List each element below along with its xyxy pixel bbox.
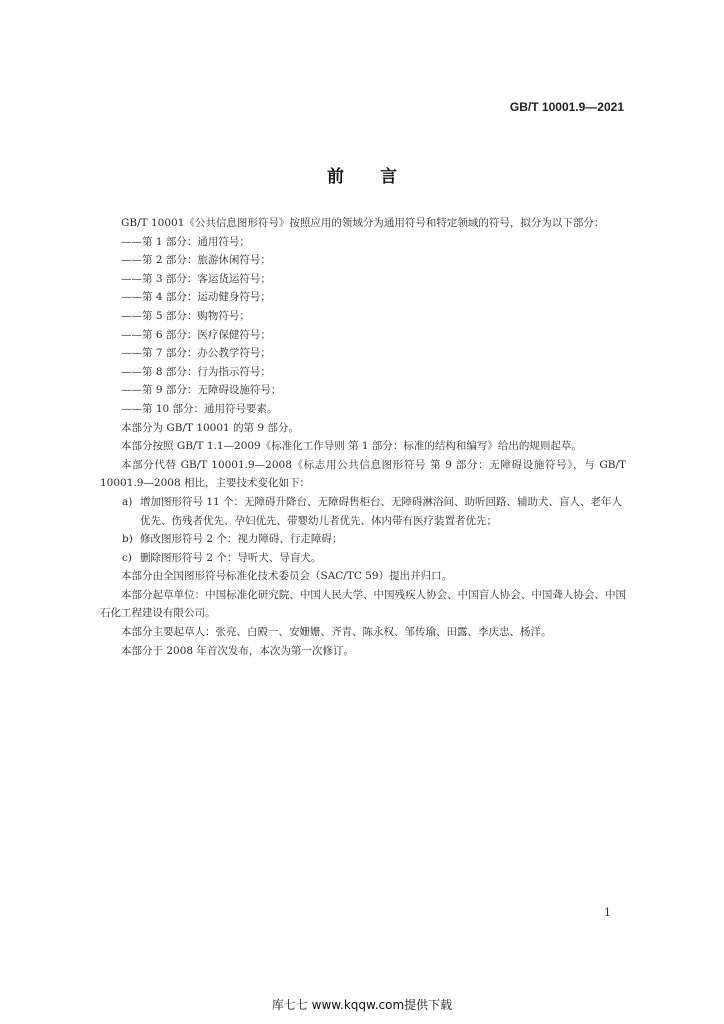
page-title: 前言 [327, 167, 433, 187]
part-list-item: ——第 8 部分：行为指示符号； [121, 365, 271, 378]
change-item [100, 530, 626, 549]
proposer-paragraph: 本部分由全国图形符号标准化技术委员会（SAC/TC 59）提出并归口。 [121, 570, 453, 583]
part-list-item: ——第 4 部分：运动健身符号； [121, 291, 271, 304]
part-list-item: ——第 7 部分：办公教学符号； [121, 347, 271, 360]
part-list-item: ——第 3 部分：客运货运符号； [121, 272, 271, 285]
change-item-text: 删除图形符号 2 个：导听犬、导盲犬。 [140, 551, 322, 564]
download-footer: 库七七 www.kqqw.com提供下载 [271, 998, 453, 1012]
part-list-item: ——第 1 部分：通用符号； [121, 235, 250, 248]
page-number: 1 [604, 906, 611, 919]
change-item-label: a) [122, 495, 133, 508]
part-list-item: ——第 10 部分：通用符号要素。 [121, 402, 278, 415]
history-paragraph: 本部分于 2008 年首次发布，本次为第一次修订。 [121, 644, 354, 657]
standard-number: GB/T 10001.9—2021 [509, 100, 624, 114]
change-item [100, 493, 626, 530]
part-statement: 本部分为 GB/T 10001 的第 9 部分。 [121, 421, 299, 434]
drafters-paragraph: 本部分主要起草人：张亮、白殿一、安姗姗、齐青、陈永权、邹传瑜、田露、李庆忠、杨洋。 [121, 626, 552, 639]
foreword-body [100, 214, 626, 660]
change-item-label: c) [122, 551, 132, 564]
replacement-paragraph: 本部分代替 GB/T 10001.9—2008《标志用公共信息图形符号 第 9 部分：无障碍设施符号》，与 GB/T 10001.9—2008 相比，主要技术变化如下： [100, 458, 626, 490]
change-item-text: 修改图形符号 2 个：视力障碍、行走障碍； [140, 533, 343, 546]
change-item-text: 增加图形符号 11 个：无障碍升降台、无障碍售柜台、无障碍淋浴间、助听回路、辅助犬、盲人、老年人优先、伤残者优先、孕妇优先、带婴幼儿者优先、体内带有医疗装置者优先； [140, 495, 623, 527]
part-list-item: ——第 9 部分：无障碍设施符号； [121, 384, 282, 397]
part-list-item: ——第 5 部分：购物符号； [121, 309, 250, 322]
drafting-units-paragraph: 本部分起草单位：中国标准化研究院、中国人民大学、中国残疾人协会、中国盲人协会、中国聋人协会、中国石化工程建设有限公司。 [100, 588, 626, 620]
change-item [100, 549, 626, 568]
drafting-rules-paragraph: 本部分按照 GB/T 1.1—2009《标准化工作导则 第 1 部分：标准的结构和编写》给出的规则起草。 [121, 440, 582, 453]
intro-paragraph: GB/T 10001《公共信息图形符号》按照应用的领域分为通用符号和特定领域的符号，拟分为以下部分： [121, 217, 605, 229]
part-list-item: ——第 6 部分：医疗保健符号； [121, 328, 271, 341]
change-item-label: b) [122, 533, 133, 546]
part-list-item: ——第 2 部分：旅游休闲符号； [121, 254, 271, 267]
